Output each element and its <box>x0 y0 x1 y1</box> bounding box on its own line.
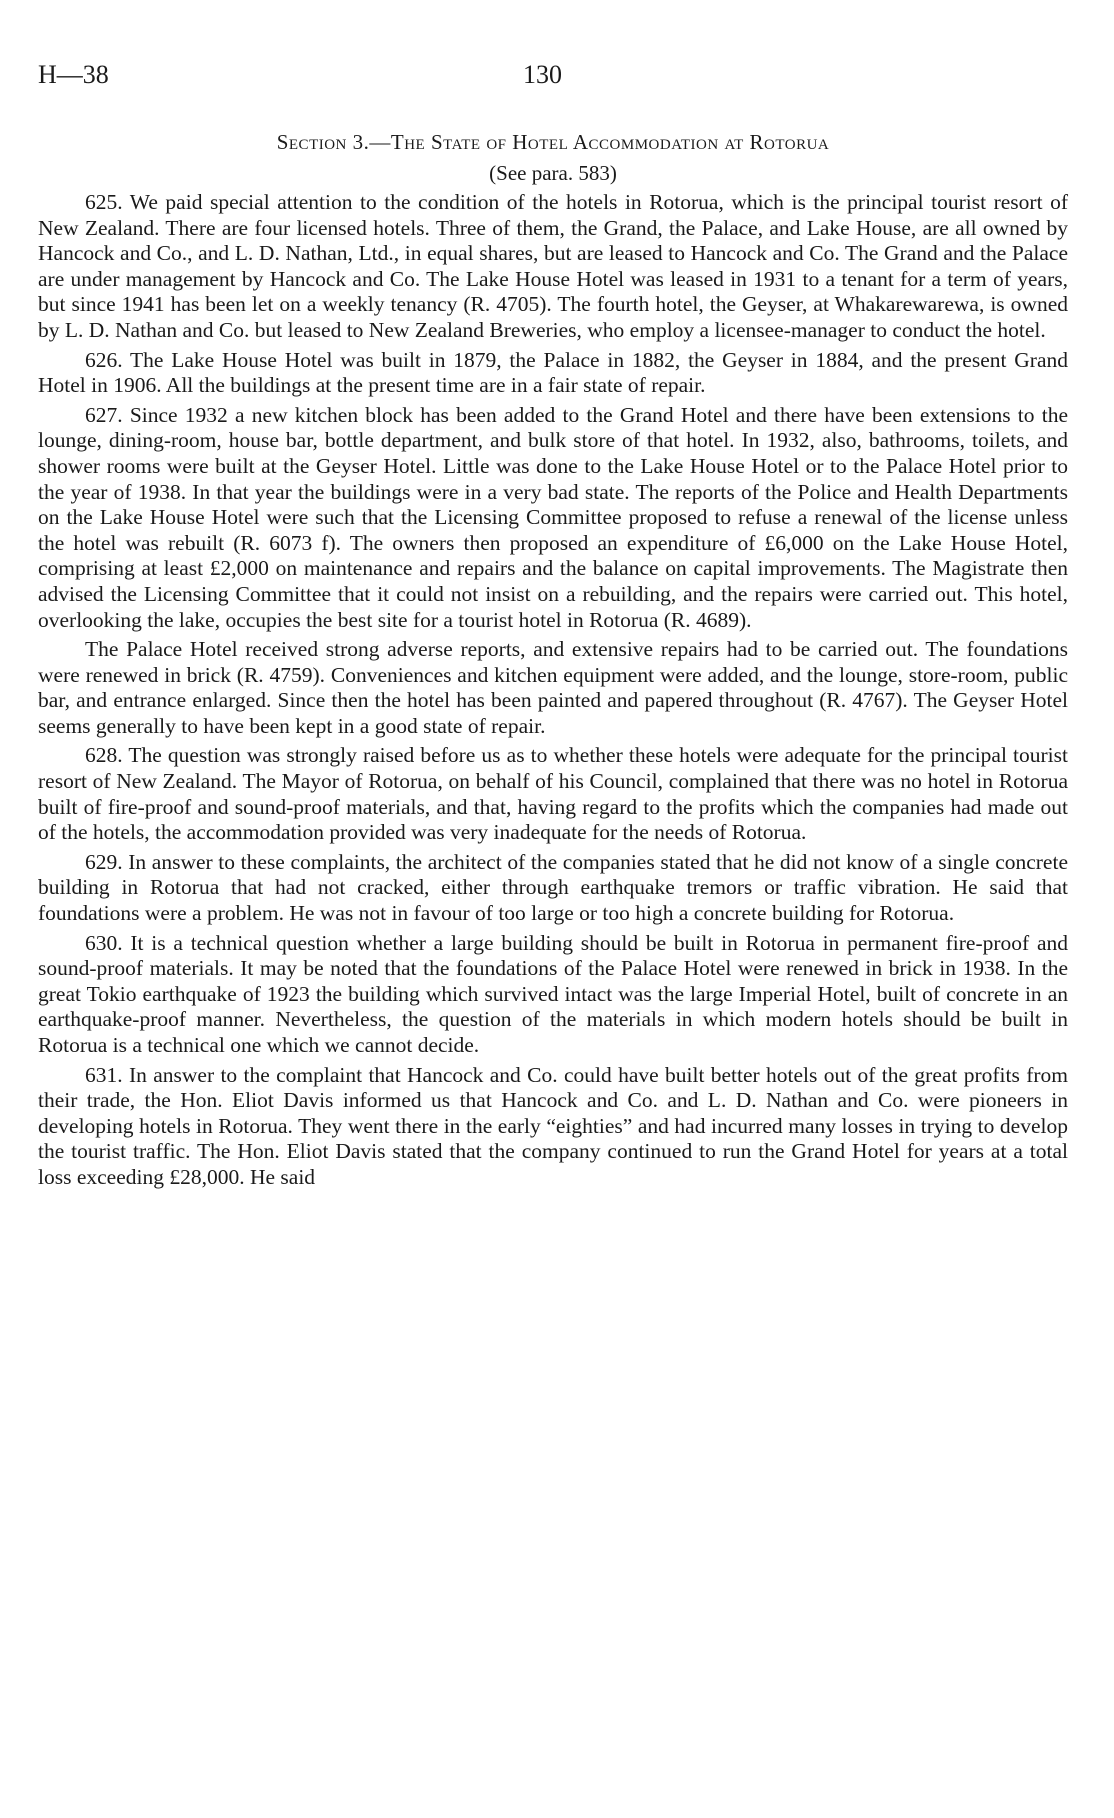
document-reference: H—38 <box>38 60 109 89</box>
document-page <box>38 60 1068 1195</box>
paragraph-627: 627. Since 1932 a new kitchen block has been added to the Grand Hotel and there have been extensions to the lounge, dining-room, house bar, bottle department, and bulk store of that hotel. In 1932, also, bathrooms, toilets, and shower rooms were built at the Geyser Hotel. Little was done to the Lake House Hotel or to the Palace Hotel prior to the year of 1938. In that year the buildings were in a very bad state. The reports of the Police and Health Departments on the Lake House Hotel were such that the Licensing Committee proposed to refuse a renewal of the license unless the hotel was rebuilt (R. 6073 f). The owners then proposed an expenditure of £6,000 on the Lake House Hotel, comprising at least £2,000 on maintenance and repairs and the balance on capital improvements. The Magistrate then advised the Licensing Committee that it could not insist on a rebuilding, and the repairs were carried out. This hotel, overlooking the lake, occupies the best site for a tourist hotel in Rotorua (R. 4689). <box>38 402 1068 632</box>
paragraph-631: 631. In answer to the complaint that Hancock and Co. could have built better hotels out of the great profits from their trade, the Hon. Eliot Davis informed us that Hancock and Co. and L. D. Nathan and Co. were pioneers in developing hotels in Rotorua. They went there in the early “eighties” and had incurred many losses in trying to develop the tourist traffic. The Hon. Eliot Davis stated that the company continued to run the Grand Hotel for years at a total loss exceeding £28,000. He said <box>38 1062 1068 1189</box>
page-number: 130 <box>523 60 562 89</box>
paragraph-630: 630. It is a technical question whether a large building should be built in Rotorua in permanent fire-proof and sound-proof materials. It may be noted that the foundations of the Palace Hotel were renewed in brick in 1938. In the great Tokio earthquake of 1923 the building which survived intact was the large Imperial Hotel, built of concrete in an earthquake-proof manner. Nevertheless, the question of the materials in which modern hotels should be built in Rotorua is a technical one which we cannot decide. <box>38 930 1068 1057</box>
paragraph-626: 626. The Lake House Hotel was built in 1879, the Palace in 1882, the Geyser in 1884, and the present Grand Hotel in 1906. All the buildings at the present time are in a fair state of repair. <box>38 347 1068 398</box>
paragraph-628: 628. The question was strongly raised before us as to whether these hotels were adequate for the principal tourist resort of New Zealand. The Mayor of Rotorua, on behalf of his Council, complained that there was no hotel in Rotorua built of fire-proof and sound-proof materials, and that, having regard to the profits which the companies had made out of the hotels, the accommodation provided was very inadequate for the needs of Rotorua. <box>38 743 1068 845</box>
section-title: Section 3.—The State of Hotel Accommodation at Rotorua <box>276 130 830 154</box>
paragraph-629: 629. In answer to these complaints, the architect of the companies stated that he did not know of a single concrete building in Rotorua that had not cracked, either through earthquake tremors or traffic vibration. He said that foundations were a problem. He was not in favour of too large or too high a concrete building for Rotorua. <box>38 849 1068 926</box>
page-header <box>38 60 1068 100</box>
section-subtitle: (See para. 583) <box>489 161 617 185</box>
paragraph-625: 625. We paid special attention to the condition of the hotels in Rotorua, which is the principal tourist resort of New Zealand. There are four licensed hotels. Three of them, the Grand, the Palace, and Lake House, are all owned by Hancock and Co., and L. D. Nathan, Ltd., in equal shares, but are leased to Hancock and Co. The Grand and the Palace are under management by Hancock and Co. The Lake House Hotel was leased in 1931 to a tenant for a term of years, but since 1941 has been let on a weekly tenancy (R. 4705). The fourth hotel, the Geyser, at Whakarewarewa, is owned by L. D. Nathan and Co. but leased to New Zealand Breweries, who employ a licensee-manager to conduct the hotel. <box>38 190 1068 342</box>
paragraph-palace-hotel: The Palace Hotel received strong adverse reports, and extensive repairs had to be carried out. The foundations were renewed in brick (R. 4759). Conveniences and kitchen equipment were added, and the lounge, store-room, public bar, and entrance enlarged. Since then the hotel has been painted and papered throughout (R. 4767). The Geyser Hotel seems generally to have been kept in a good state of repair. <box>38 637 1068 738</box>
